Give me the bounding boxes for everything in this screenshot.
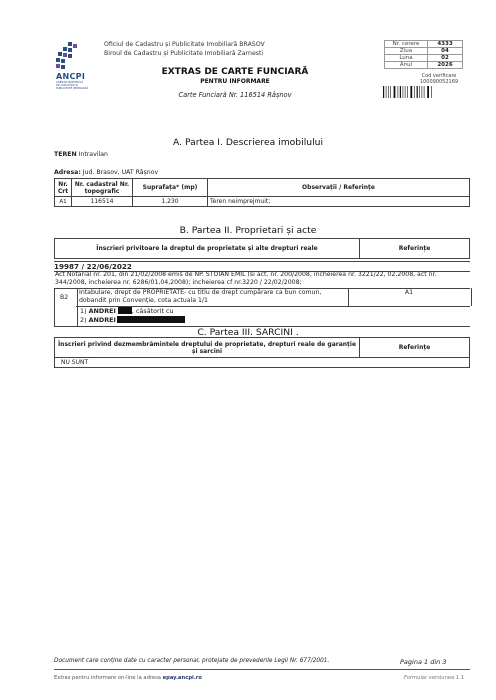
col-header: Suprafața* (mp) [133, 179, 208, 197]
barcode-bar [388, 86, 389, 98]
divider [54, 261, 470, 262]
encumbrance-value: NU SUNT [55, 358, 470, 368]
request-label: Ziua [385, 48, 428, 55]
owner-name: ANDREI [88, 307, 116, 315]
office-line: Biroul de Cadastru și Publicitate Imobiliară Zarnesti [104, 50, 264, 57]
cell-surface: 1.230 [133, 197, 208, 207]
col-header: Nr. cadastral Nr. topografic [72, 179, 133, 197]
owner-1 [80, 307, 174, 316]
barcode-bar [422, 86, 423, 98]
col-header: Observații / Referințe [208, 179, 470, 197]
request-row [385, 41, 463, 48]
col-header: Înscrieri privind dezmembrămintele dreptului de proprietate, drepturi reale de garanție și sarcini [55, 338, 360, 358]
logo-text: ANCPI [56, 72, 86, 81]
owner-index: 2) [80, 316, 89, 324]
barcode-bar [400, 86, 401, 98]
entry-number: 19987 / 22/06/2022 [54, 262, 132, 271]
request-row [385, 62, 463, 69]
barcode-bar [407, 86, 408, 98]
owner-index: 1) [80, 307, 89, 315]
property-type-rest: Intravilan [76, 151, 108, 158]
request-value: 02 [428, 55, 463, 62]
col-header: Referințe [360, 239, 470, 259]
encumbrance-table [54, 337, 470, 368]
request-value: 04 [428, 48, 463, 55]
barcode-bar [410, 86, 412, 98]
barcode-bar [431, 86, 432, 98]
section-a-heading: A. Partea I. Descrierea imobilului [173, 137, 323, 148]
barcode-bar [398, 86, 399, 98]
parcel-table [54, 178, 470, 207]
barcode-bar [414, 86, 415, 98]
cell-cadastral: 116514 [72, 197, 133, 207]
form-version: Formular versiunea 1.1 [404, 675, 465, 681]
cf-number: Carte Funciară Nr. 116514 Râșnov [178, 91, 292, 99]
barcode-bar [386, 86, 387, 98]
request-value: 4333 [428, 41, 463, 48]
redaction-block [117, 316, 185, 323]
ownership-header-row [55, 239, 470, 259]
col-header: Referințe [360, 338, 470, 358]
document-subtitle: PENTRU INFORMARE [200, 78, 270, 85]
owner-name: ANDREI [88, 316, 116, 324]
verification-code [384, 73, 494, 85]
notarial-act-text: Act Notarial nr. 201, din 21/02/2008 emis de NP. STOIAN EMIL (si act. nr. 200/2008, incheierea nr. 3221/22, 02,2008, act nr. 344/2008, incheierea nr. 6286/01,04,2008); incheierea cf nr.3220 / 22/02/2008; [55, 271, 437, 286]
ownership-header-table [54, 238, 470, 259]
redaction-block [118, 307, 132, 314]
verification-label: Cod verificare [421, 73, 457, 79]
request-info-table [384, 40, 463, 69]
online-site-link[interactable]: epay.ancpi.ro [162, 675, 202, 681]
request-row [385, 55, 463, 62]
property-type [54, 151, 470, 159]
barcode-bar [419, 86, 420, 98]
table-row [55, 358, 470, 368]
section-c-heading: C. Partea III. SARCINI . [197, 327, 299, 338]
online-notice [54, 675, 202, 681]
privacy-note: Document care conține date cu caracter personal, protejate de prevederile Legii Nr. 677/2001. [54, 658, 330, 664]
right-reference: A1 [404, 289, 414, 296]
barcode-bar [403, 86, 404, 98]
parcel-table-header [55, 179, 470, 197]
property-type-main: TEREN [54, 151, 77, 158]
owner-note: , căsătorit cu [131, 307, 174, 315]
barcode [383, 86, 495, 98]
barcode-bar [424, 86, 425, 98]
barcode-bar [383, 86, 384, 98]
office-line: Oficiul de Cadastru și Publicitate Imobiliară BRASOV [104, 41, 265, 48]
request-label: Luna [385, 55, 428, 62]
footer-divider [54, 669, 470, 670]
request-value: 2026 [428, 62, 463, 69]
table-row [55, 197, 470, 207]
right-description: Intabulare, drept de PROPRIETATE- cu titlu de drept cumpărare ca bun comun, dobandit prin Convenție, cota actuala 1/1 [79, 289, 322, 304]
cell-observations: Teren neimprejmuit; [208, 197, 470, 207]
request-label: Anul [385, 62, 428, 69]
owner-2 [80, 316, 185, 325]
col-header: Nr. Crt [55, 179, 72, 197]
logo-subtext-line: AGENȚIA NAȚIONALĂ [56, 81, 84, 84]
logo-subtext-line: DE CADASTRU ȘI [56, 84, 78, 87]
barcode-bar [394, 86, 396, 98]
document-title: EXTRAS DE CARTE FUNCIARĂ [161, 67, 309, 77]
encumbrance-header-row [55, 338, 470, 358]
section-b-heading: B. Partea II. Proprietari și acte [179, 225, 317, 236]
verification-value: 100090052169 [419, 79, 459, 85]
office-names [104, 40, 265, 58]
address-label: Adresa: [54, 169, 81, 176]
logo-subtext-line: PUBLICITATE IMOBILIARĂ [56, 87, 89, 90]
page-number: Pagina 1 din 3 [400, 658, 447, 666]
cell-crt: A1 [55, 197, 72, 207]
barcode-bar [417, 86, 418, 98]
barcode-bar [405, 86, 406, 98]
online-notice-text: Extras pentru informare on-line la adresa [54, 675, 163, 681]
property-address [54, 169, 470, 177]
barcode-bar [427, 86, 429, 98]
col-header: Înscrieri privitoare la dreptul de proprietate și alte drepturi reale [55, 239, 360, 259]
logo-subtext [56, 81, 88, 90]
barcode-bar [390, 86, 391, 98]
request-row [385, 48, 463, 55]
entry-code: B2 [60, 294, 69, 301]
request-label: Nr. cerere [385, 41, 428, 48]
address-value: Jud. Brasov, UAT Râșnov [80, 169, 159, 176]
